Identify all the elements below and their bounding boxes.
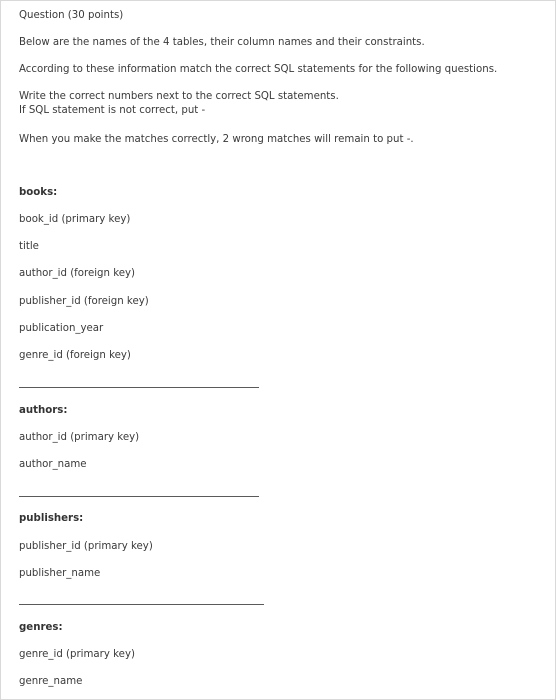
column-item: genre_id (foreign key) [19, 350, 131, 361]
table-name-genres: genres: [19, 622, 63, 633]
column-item: publisher_id (foreign key) [19, 296, 149, 307]
table-name-books: books: [19, 187, 58, 198]
section-divider [19, 604, 264, 605]
column-item: title [19, 241, 39, 252]
column-item: publisher_id (primary key) [19, 541, 153, 552]
column-item: genre_id (primary key) [19, 649, 135, 660]
column-item: author_id (primary key) [19, 432, 140, 443]
column-item: book_id (primary key) [19, 214, 131, 225]
intro-paragraph-5: When you make the matches correctly, 2 wrong matches will remain to put -. [19, 134, 414, 145]
section-divider [19, 496, 259, 497]
intro-paragraph-1: Below are the names of the 4 tables, their column names and their constraints. [19, 37, 425, 48]
intro-paragraph-4: If SQL statement is not correct, put - [19, 105, 206, 116]
column-item: author_id (foreign key) [19, 268, 136, 279]
column-item: author_name [19, 459, 87, 470]
column-item: genre_name [19, 676, 83, 687]
section-divider [19, 387, 259, 388]
column-item: publisher_name [19, 568, 101, 579]
column-item: publication_year [19, 323, 104, 334]
table-name-publishers: publishers: [19, 513, 84, 524]
intro-paragraph-2: According to these information match the correct SQL statements for the following questions. [19, 64, 498, 75]
intro-paragraph-3: Write the correct numbers next to the correct SQL statements. [19, 91, 339, 102]
table-name-authors: authors: [19, 405, 68, 416]
question-title: Question (30 points) [19, 10, 124, 21]
